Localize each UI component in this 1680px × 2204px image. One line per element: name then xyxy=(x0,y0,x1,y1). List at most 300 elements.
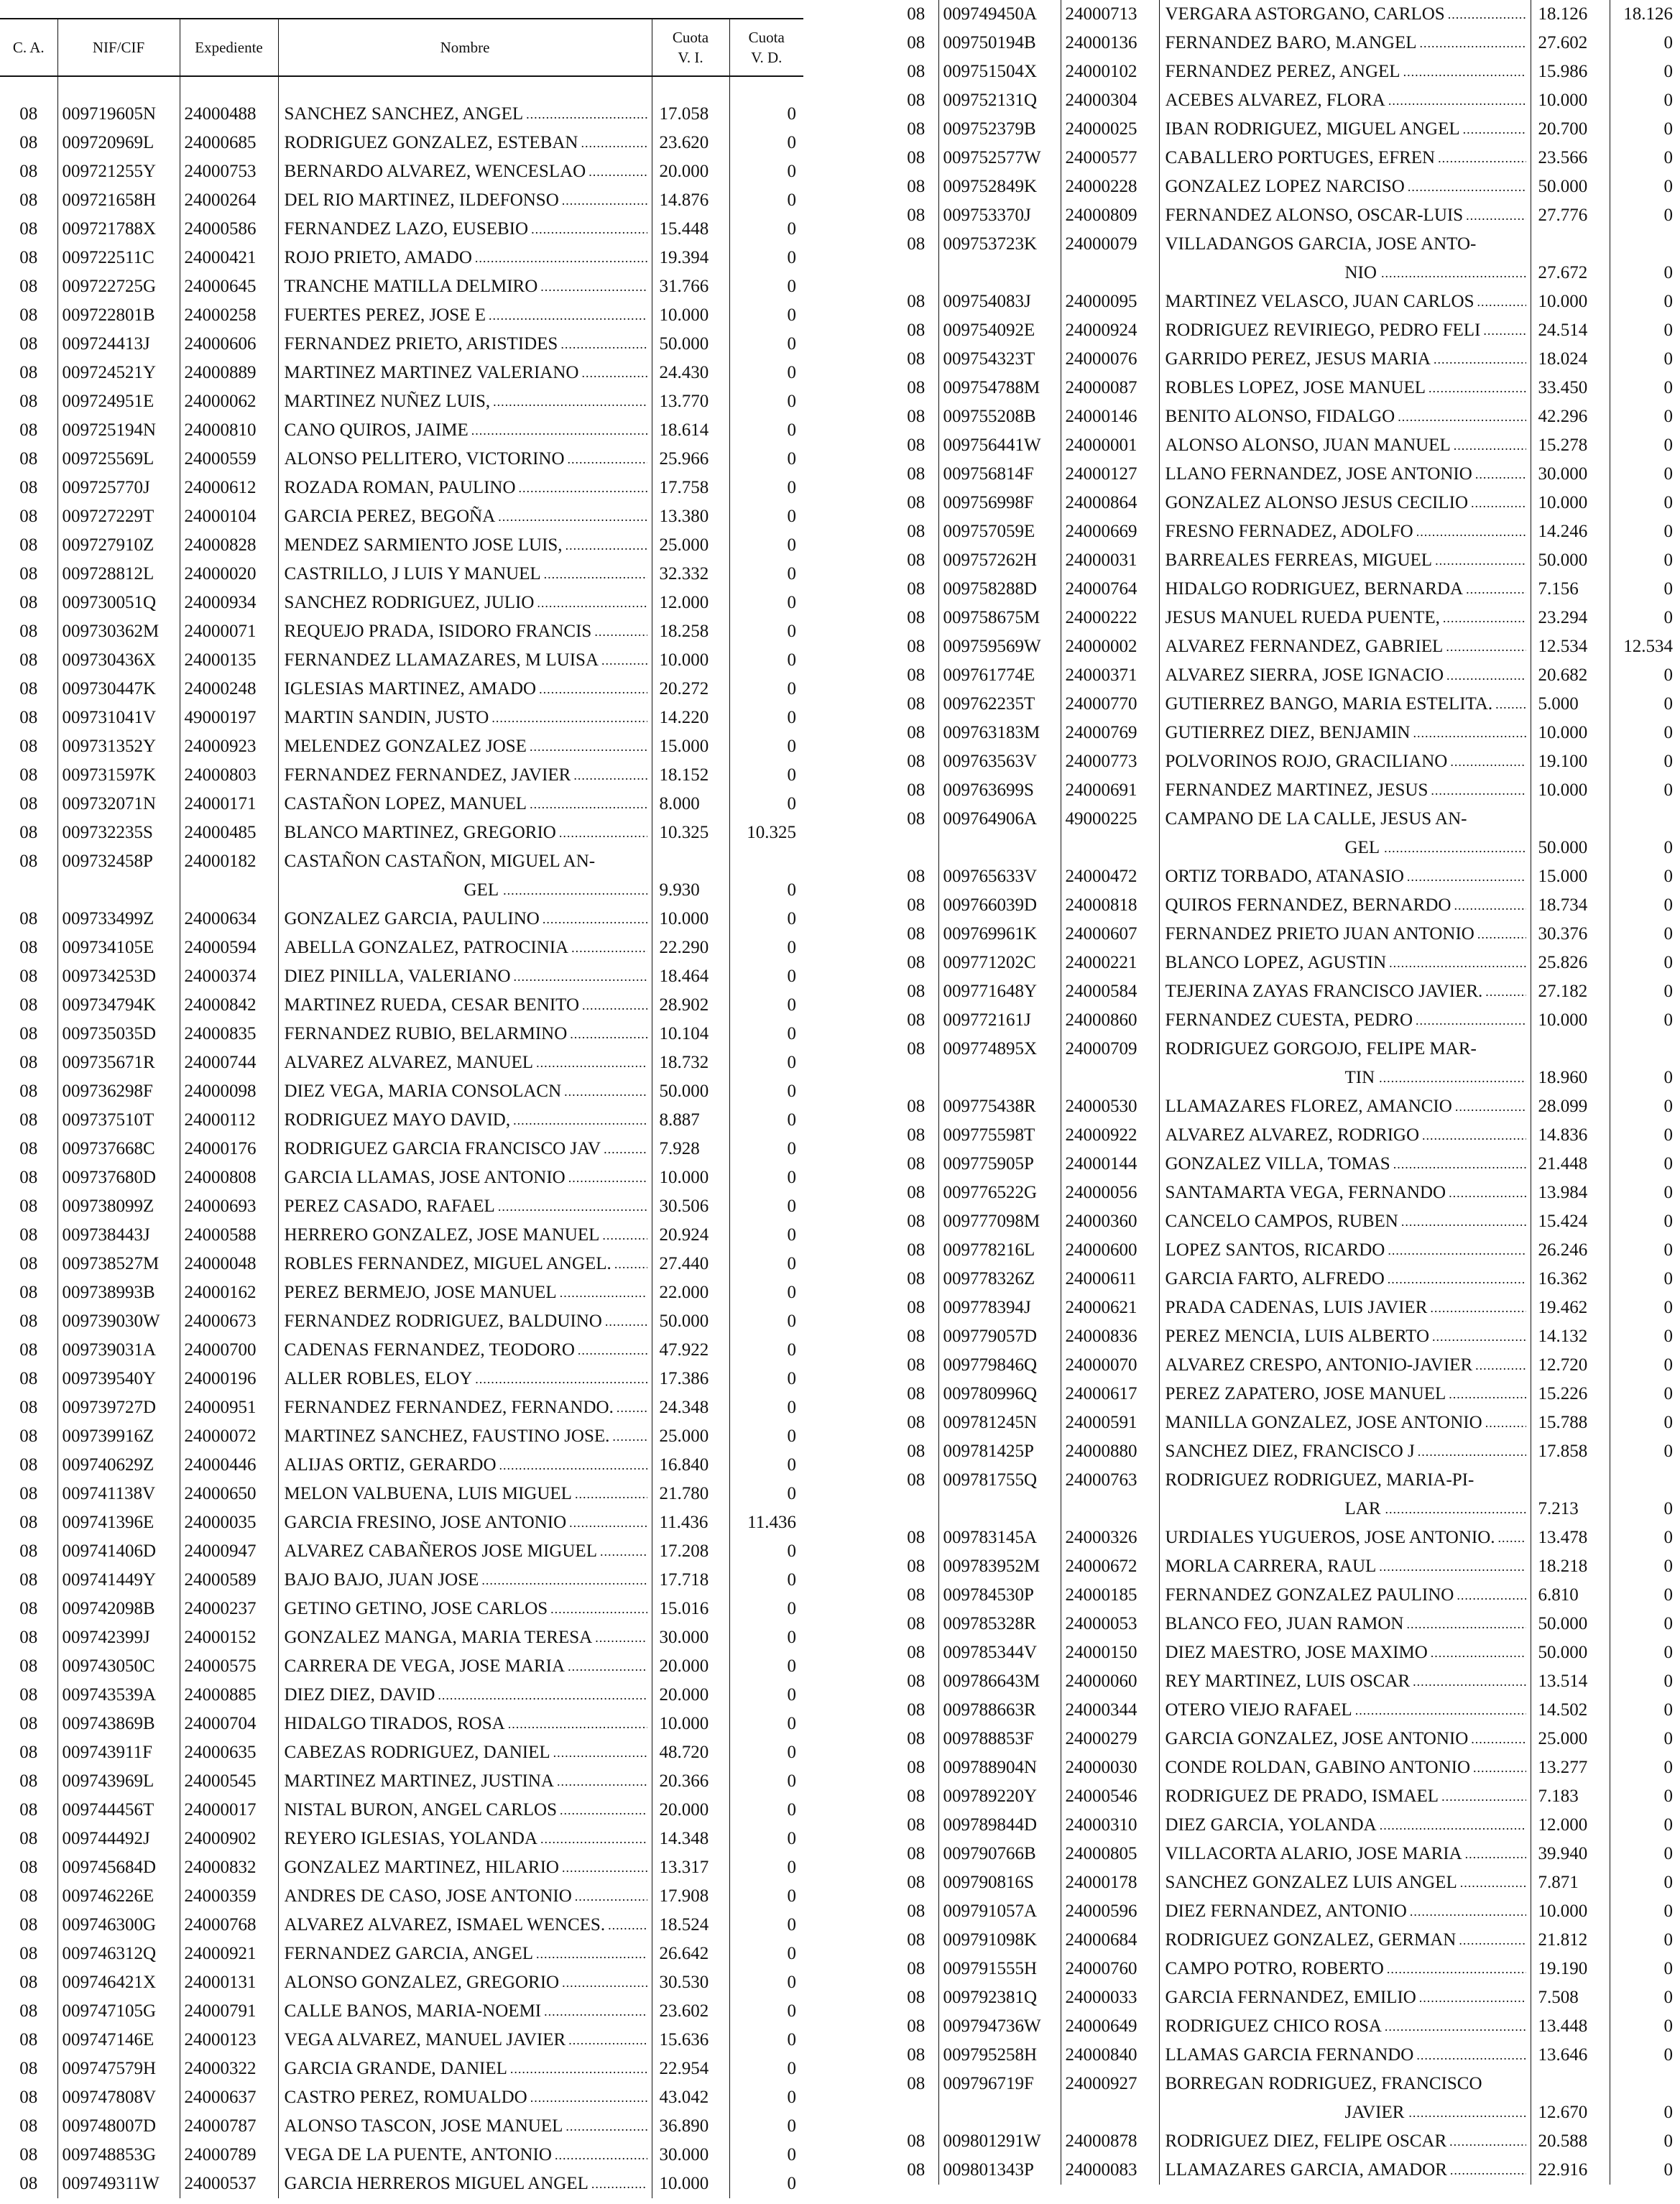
name-line xyxy=(285,2026,647,2055)
name-text: RODRIGUEZ GONZALEZ, GERMAN xyxy=(1165,1930,1457,1950)
table-row xyxy=(894,920,1680,949)
dot-leader xyxy=(527,790,647,819)
cell-cuota-vi: 30.000 xyxy=(1531,460,1610,489)
cell-ca: 08 xyxy=(19,133,38,152)
name-line xyxy=(285,1451,647,1480)
cell-ca: 08 xyxy=(907,723,926,742)
cell-cuota-vi: 10.000 xyxy=(1531,719,1610,747)
cell-ca: 08 xyxy=(907,780,926,800)
name-text: TEJERINA ZAYAS FRANCISCO JAVIER. xyxy=(1165,982,1483,1001)
name-text: FERNANDEZ FERNANDEZ, FERNANDO. xyxy=(284,1398,614,1417)
cell-nif: 009745684D xyxy=(57,1853,180,1882)
cell-expediente: 24000079 xyxy=(1061,230,1159,259)
cell-cuota-vd: 0 xyxy=(729,1192,803,1221)
cell-ca: 08 xyxy=(907,2131,926,2151)
cell-nif: 009732458P xyxy=(57,847,180,876)
cell-nombre xyxy=(278,819,652,847)
cell-cuota-vi: 25.966 xyxy=(652,445,729,474)
cell-cuota-vi: 17.858 xyxy=(1531,1437,1610,1466)
cell-expediente: 24000637 xyxy=(180,2083,278,2112)
table-row xyxy=(894,546,1680,575)
dot-leader xyxy=(489,704,647,732)
table-row xyxy=(0,1652,803,1681)
name-text: RODRIGUEZ GONZALEZ, ESTEBAN xyxy=(284,133,578,152)
dot-leader xyxy=(1432,546,1526,575)
cell-ca: 08 xyxy=(907,62,926,81)
cell-nombre xyxy=(1159,1380,1531,1408)
name-line xyxy=(285,2083,647,2112)
name-text: MELON VALBUENA, LUIS MIGUEL xyxy=(284,1484,572,1503)
table-row xyxy=(894,201,1680,230)
name-text: HIDALGO TIRADOS, ROSA xyxy=(284,1714,505,1733)
cell-cuota-vd: 0 xyxy=(729,215,803,244)
cell-ca: 08 xyxy=(907,177,926,196)
cell-cuota-vd: 0 xyxy=(729,704,803,732)
cell-cuota-vd: 0 xyxy=(1610,460,1680,489)
cell-nif: 009777098M xyxy=(938,1207,1061,1236)
cell-nombre xyxy=(278,1853,652,1882)
table-row xyxy=(894,1523,1680,1552)
cell-nif: 009779057D xyxy=(938,1322,1061,1351)
dot-leader xyxy=(523,100,647,129)
cell-nif: 009730436X xyxy=(57,646,180,675)
name-text: ALONSO PELLITERO, VICTORINO xyxy=(284,449,565,469)
cell-ca: 08 xyxy=(19,420,38,440)
cell-cuota-vi: 18.524 xyxy=(652,1911,729,1940)
cell-expediente: 24000753 xyxy=(180,157,278,186)
cell-cuota-vd xyxy=(1610,805,1680,834)
name-line xyxy=(1166,805,1526,834)
name-text: LLAMAZARES FLOREZ, AMANCIO xyxy=(1165,1097,1452,1116)
dot-leader xyxy=(559,1853,647,1882)
cell-nombre xyxy=(1159,1753,1531,1782)
cell-cuota-vi: 16.840 xyxy=(652,1451,729,1480)
cell-cuota-vi: 19.190 xyxy=(1531,1955,1610,1983)
cell-ca: 08 xyxy=(19,1541,38,1561)
cell-cuota-vi: 10.000 xyxy=(652,1710,729,1738)
name-line xyxy=(285,675,647,704)
cell-nombre xyxy=(1159,977,1531,1006)
cell-cuota-vd: 0 xyxy=(729,1767,803,1796)
cell-cuota-vi: 10.104 xyxy=(652,1020,729,1048)
cell-cuota-vi: 17.058 xyxy=(652,100,729,129)
cell-expediente: 24000889 xyxy=(180,359,278,387)
dot-leader xyxy=(1385,1265,1526,1294)
cell-expediente: 24000264 xyxy=(180,186,278,215)
table-row xyxy=(894,2070,1680,2098)
cell-nombre xyxy=(278,732,652,761)
dot-leader xyxy=(1398,1207,1526,1236)
cell-ca: 08 xyxy=(907,1413,926,1432)
cell-cuota-vi: 39.940 xyxy=(1531,1840,1610,1868)
name-text: CABALLERO PORTUGES, EFREN xyxy=(1165,148,1436,167)
dot-leader xyxy=(1382,2012,1526,2041)
cell-expediente: 49000225 xyxy=(1061,805,1159,834)
cell-ca: 08 xyxy=(907,1298,926,1317)
name-text: GONZALEZ MANGA, MARIA TERESA xyxy=(284,1628,593,1647)
name-text: DIEZ VEGA, MARIA CONSOLACN xyxy=(284,1082,562,1101)
name-text: CANO QUIROS, JAIME xyxy=(284,420,469,440)
cell-nombre xyxy=(1159,1092,1531,1121)
cell-cuota-vd: 0 xyxy=(729,2141,803,2170)
table-row xyxy=(0,617,803,646)
name-text: MARTINEZ MARTINEZ, JUSTINA xyxy=(284,1771,554,1791)
cell-nombre xyxy=(278,1020,652,1048)
name-line xyxy=(285,1307,647,1336)
cell-ca-empty xyxy=(894,834,938,862)
cell-nombre xyxy=(1159,86,1531,115)
name-line xyxy=(1166,1265,1526,1294)
cell-ca: 08 xyxy=(907,1384,926,1403)
dot-leader xyxy=(1445,0,1526,29)
table-row xyxy=(894,144,1680,172)
dot-leader xyxy=(537,1825,647,1853)
cell-nombre xyxy=(1159,1006,1531,1035)
cell-ca: 08 xyxy=(19,449,38,469)
name-text: GARCIA PEREZ, BEGOÑA xyxy=(284,507,496,526)
cell-cuota-vi: 10.000 xyxy=(652,301,729,330)
cell-expediente: 24000808 xyxy=(180,1163,278,1192)
dot-leader xyxy=(605,1911,647,1940)
cell-nombre xyxy=(278,1796,652,1825)
cell-ca: 08 xyxy=(907,33,926,52)
table-row xyxy=(0,531,803,560)
name-text: MARTIN SANDIN, JUSTO xyxy=(284,708,489,727)
cell-nif: 009737680D xyxy=(57,1163,180,1192)
cell-cuota-vd: 0 xyxy=(1610,1610,1680,1638)
cell-expediente: 24000650 xyxy=(180,1480,278,1508)
cell-ca: 08 xyxy=(907,1528,926,1547)
cell-nombre xyxy=(278,1508,652,1537)
name-line xyxy=(285,732,647,761)
cell-expediente: 24000228 xyxy=(1061,172,1159,201)
cell-ca: 08 xyxy=(19,1944,38,1963)
dot-leader xyxy=(527,2083,647,2112)
name-continuation xyxy=(1166,1495,1526,1523)
cell-cuota-vd: 0 xyxy=(1610,144,1680,172)
cell-expediente: 24000546 xyxy=(1061,1782,1159,1811)
name-line xyxy=(1166,431,1526,460)
cell-cuota-vi: 30.000 xyxy=(652,1623,729,1652)
cell-nombre xyxy=(1159,1638,1531,1667)
cell-expediente: 24000611 xyxy=(1061,1265,1159,1294)
cell-ca: 08 xyxy=(907,1815,926,1835)
cell-cuota-vi: 7.183 xyxy=(1531,1782,1610,1811)
cell-ca: 08 xyxy=(907,1614,926,1633)
cell-ca: 08 xyxy=(19,478,38,497)
cell-cuota-vi: 14.220 xyxy=(652,704,729,732)
cell-expediente: 24000031 xyxy=(1061,546,1159,575)
cell-nif: 009778394J xyxy=(938,1294,1061,1322)
cell-cuota-vi: 18.734 xyxy=(1531,891,1610,920)
name-text: ANDRES DE CASO, JOSE ANTONIO xyxy=(284,1886,572,1906)
table-row xyxy=(0,675,803,704)
name-text: MENDEZ SARMIENTO JOSE LUIS, xyxy=(284,535,563,555)
name-text: BARREALES FERREAS, MIGUEL xyxy=(1165,550,1433,570)
cell-nombre xyxy=(278,617,652,646)
name-text: RODRIGUEZ REVIRIEGO, PEDRO FELI xyxy=(1165,321,1481,340)
dot-leader xyxy=(602,1307,647,1336)
name-text: FERNANDEZ MARTINEZ, JESUS xyxy=(1165,780,1429,800)
dot-leader xyxy=(1427,1294,1526,1322)
cell-cuota-vi: 7.156 xyxy=(1531,575,1610,604)
name-text: FERNANDEZ PRIETO JUAN ANTONIO xyxy=(1165,924,1474,944)
table-row xyxy=(894,891,1680,920)
cell-cuota-vi: 30.376 xyxy=(1531,920,1610,949)
table-row xyxy=(0,589,803,617)
dot-leader xyxy=(556,819,647,847)
cell-cuota-vi: 43.042 xyxy=(652,2083,729,2112)
table-row xyxy=(0,1336,803,1365)
dot-leader xyxy=(510,1106,647,1135)
dot-leader xyxy=(1377,259,1526,287)
name-line xyxy=(285,100,647,129)
cell-cuota-vi: 23.566 xyxy=(1531,144,1610,172)
cell-nombre-cont xyxy=(1159,259,1531,287)
cell-nombre xyxy=(1159,1552,1531,1581)
table-row-continuation xyxy=(894,1064,1680,1092)
cell-ca: 08 xyxy=(907,694,926,714)
cell-expediente: 24000809 xyxy=(1061,201,1159,230)
cell-nif: 009719605N xyxy=(57,100,180,129)
cell-cuota-vi: 27.776 xyxy=(1531,201,1610,230)
cell-nombre-cont xyxy=(278,876,652,905)
cell-cuota-vd: 0 xyxy=(729,2083,803,2112)
cell-nif: 009724413J xyxy=(57,330,180,359)
cell-cuota-vi xyxy=(652,847,729,876)
cell-expediente: 24000371 xyxy=(1061,661,1159,690)
name-line xyxy=(285,1192,647,1221)
cell-cuota-vd: 0 xyxy=(1610,1897,1680,1926)
cell-cuota-vi: 20.924 xyxy=(652,1221,729,1250)
cell-expediente: 24000713 xyxy=(1061,0,1159,29)
name-text: GARCIA GONZALEZ, JOSE ANTONIO xyxy=(1165,1729,1469,1748)
cell-expediente: 49000197 xyxy=(180,704,278,732)
cell-nif: 009737510T xyxy=(57,1106,180,1135)
cell-nombre xyxy=(1159,2012,1531,2041)
dot-leader xyxy=(1443,632,1526,661)
table-row xyxy=(0,1853,803,1882)
cell-nombre xyxy=(1159,402,1531,431)
name-line xyxy=(285,1652,647,1681)
cell-nif: 009762235T xyxy=(938,690,1061,719)
name-text: DEL RIO MARTINEZ, ILDEFONSO xyxy=(284,190,559,210)
cell-cuota-vi: 15.788 xyxy=(1531,1408,1610,1437)
name-line xyxy=(285,1048,647,1077)
table-row xyxy=(0,905,803,933)
table-row xyxy=(0,1020,803,1048)
cell-nif-empty xyxy=(938,1495,1061,1523)
cell-cuota-vd xyxy=(1610,230,1680,259)
cell-cuota-vd: 0 xyxy=(729,1566,803,1595)
cell-expediente: 24000017 xyxy=(180,1796,278,1825)
cell-cuota-vd: 0 xyxy=(729,732,803,761)
cell-nif: 009734253D xyxy=(57,962,180,991)
dot-leader xyxy=(1463,575,1526,604)
cell-nif: 009778216L xyxy=(938,1236,1061,1265)
table-row xyxy=(0,732,803,761)
cell-cuota-vd: 0 xyxy=(1610,776,1680,805)
cell-expediente: 24000087 xyxy=(1061,374,1159,402)
cell-cuota-vi: 50.000 xyxy=(652,330,729,359)
cell-nombre xyxy=(1159,1035,1531,1064)
cell-nif: 009754092E xyxy=(938,316,1061,345)
cell-nombre xyxy=(278,157,652,186)
name-text: GONZALEZ VILLA, TOMAS xyxy=(1165,1154,1390,1174)
cell-expediente: 24000072 xyxy=(180,1422,278,1451)
cell-cuota-vd: 0 xyxy=(729,761,803,790)
table-row xyxy=(894,1725,1680,1753)
name-line xyxy=(1166,1983,1526,2012)
dot-leader xyxy=(1428,1638,1526,1667)
cell-cuota-vd: 0 xyxy=(729,416,803,445)
table-row xyxy=(894,949,1680,977)
cell-nombre xyxy=(1159,1322,1531,1351)
table-row xyxy=(0,646,803,675)
name-text: GARCIA HERREROS MIGUEL ANGEL xyxy=(284,2174,589,2193)
cell-cuota-vi: 24.514 xyxy=(1531,316,1610,345)
name-text: MARTINEZ RUEDA, CESAR BENITO xyxy=(284,995,580,1015)
dot-leader xyxy=(1470,1753,1526,1782)
cell-ca: 08 xyxy=(907,1442,926,1461)
dot-leader xyxy=(609,1422,647,1451)
table-row xyxy=(0,445,803,474)
name-line xyxy=(285,1796,647,1825)
cell-ca: 08 xyxy=(19,823,38,842)
cell-cuota-vi: 33.450 xyxy=(1531,374,1610,402)
cell-expediente: 24000768 xyxy=(180,1911,278,1940)
cell-nif: 009746226E xyxy=(57,1882,180,1911)
table-row xyxy=(0,1796,803,1825)
cell-nif: 009750194B xyxy=(938,29,1061,57)
cell-cuota-vd: 0 xyxy=(1610,517,1680,546)
left-table-body xyxy=(0,100,803,2198)
cell-ca: 08 xyxy=(19,1973,38,1992)
cell-nombre xyxy=(278,905,652,933)
table-row xyxy=(0,704,803,732)
cell-expediente: 24000127 xyxy=(1061,460,1159,489)
name-line xyxy=(285,1250,647,1278)
cell-ca: 08 xyxy=(19,2145,38,2164)
cell-nif: 009749311W xyxy=(57,2170,180,2198)
dot-leader xyxy=(614,1393,647,1422)
cell-nombre xyxy=(278,1997,652,2026)
cell-nif: 009788853F xyxy=(938,1725,1061,1753)
name-text: GUTIERREZ DIEZ, BENJAMIN xyxy=(1165,723,1411,742)
name-text: BERNARDO ALVAREZ, WENCESLAO xyxy=(284,162,586,181)
name-text: CAMPANO DE LA CALLE, JESUS AN- xyxy=(1165,809,1467,829)
cell-nombre xyxy=(1159,115,1531,144)
cell-nombre xyxy=(278,1595,652,1623)
cell-ca: 08 xyxy=(907,867,926,886)
cell-ca: 08 xyxy=(19,1398,38,1417)
cell-nombre xyxy=(278,790,652,819)
cell-nombre xyxy=(1159,431,1531,460)
dot-leader xyxy=(511,962,647,991)
cell-ca: 08 xyxy=(907,1269,926,1288)
table-row xyxy=(0,560,803,589)
cell-nombre xyxy=(278,646,652,675)
name-line xyxy=(1166,144,1526,172)
name-text: CALLE BANOS, MARIA-NOEMI xyxy=(284,2001,542,2021)
cell-cuota-vi xyxy=(1531,1466,1610,1495)
cell-exp-empty xyxy=(1061,259,1159,287)
cell-expediente: 24000691 xyxy=(1061,776,1159,805)
cell-expediente: 24000764 xyxy=(1061,575,1159,604)
dot-leader xyxy=(540,905,647,933)
cell-cuota-vd: 0 xyxy=(729,1020,803,1048)
cell-ca: 08 xyxy=(907,1097,926,1116)
name-line xyxy=(285,129,647,157)
cell-cuota-vi: 13.478 xyxy=(1531,1523,1610,1552)
name-continuation xyxy=(1166,834,1526,862)
cell-cuota-vi: 13.984 xyxy=(1531,1179,1610,1207)
cell-cuota-vd: 0 xyxy=(1610,259,1680,287)
dot-leader xyxy=(578,359,647,387)
cell-expediente: 24000684 xyxy=(1061,1926,1159,1955)
cell-nombre xyxy=(278,933,652,962)
name-text: FERNANDEZ GARCIA, ANGEL xyxy=(284,1944,534,1963)
cell-ca: 08 xyxy=(19,967,38,986)
cell-ca: 08 xyxy=(19,909,38,928)
dot-leader xyxy=(572,1882,647,1911)
cell-expediente: 24000588 xyxy=(180,1221,278,1250)
cell-nif: 009735035D xyxy=(57,1020,180,1048)
cell-nif: 009784530P xyxy=(938,1581,1061,1610)
cell-nif: 009791555H xyxy=(938,1955,1061,1983)
cell-cuota-vd: 0 xyxy=(1610,2156,1680,2185)
name-text: GARCIA FERNANDEZ, EMILIO xyxy=(1165,1988,1416,2007)
dot-leader xyxy=(578,129,647,157)
table-row xyxy=(0,847,803,876)
cell-nif: 009746312Q xyxy=(57,1940,180,1968)
name-line xyxy=(285,962,647,991)
cell-expediente: 24000070 xyxy=(1061,1351,1159,1380)
cell-cuota-vi: 50.000 xyxy=(1531,172,1610,201)
cell-ca: 08 xyxy=(907,234,926,254)
name-line xyxy=(1166,86,1526,115)
cell-nombre xyxy=(278,1278,652,1307)
cell-nif: 009781755Q xyxy=(938,1466,1061,1495)
cell-ca: 08 xyxy=(907,1125,926,1145)
cell-cuota-vi: 23.602 xyxy=(652,1997,729,2026)
cell-nombre-cont xyxy=(1159,2098,1531,2127)
table-row xyxy=(894,1840,1680,1868)
cell-cuota-vd: 11.436 xyxy=(729,1508,803,1537)
name-line xyxy=(285,1221,647,1250)
name-line xyxy=(1166,1294,1526,1322)
cell-cuota-vi: 14.836 xyxy=(1531,1121,1610,1150)
cell-ca: 08 xyxy=(907,435,926,455)
cell-nif: 009725770J xyxy=(57,474,180,502)
cell-nombre xyxy=(1159,949,1531,977)
name-text: DIEZ PINILLA, VALERIANO xyxy=(284,967,511,986)
table-row xyxy=(0,1595,803,1623)
name-line xyxy=(1166,1523,1526,1552)
name-continuation xyxy=(1166,259,1526,287)
table-row xyxy=(0,416,803,445)
cell-cuota-vi: 18.960 xyxy=(1531,1064,1610,1092)
name-line xyxy=(1166,1408,1526,1437)
cell-cuota-vd: 0 xyxy=(729,387,803,416)
cell-nif: 009748007D xyxy=(57,2112,180,2141)
cell-nif: 009756998F xyxy=(938,489,1061,517)
cell-ca: 08 xyxy=(907,1672,926,1691)
cell-nombre xyxy=(278,359,652,387)
cell-nif: 009763563V xyxy=(938,747,1061,776)
name-text: ALVAREZ ALVAREZ, RODRIGO xyxy=(1165,1125,1420,1145)
cell-ca: 08 xyxy=(19,593,38,612)
